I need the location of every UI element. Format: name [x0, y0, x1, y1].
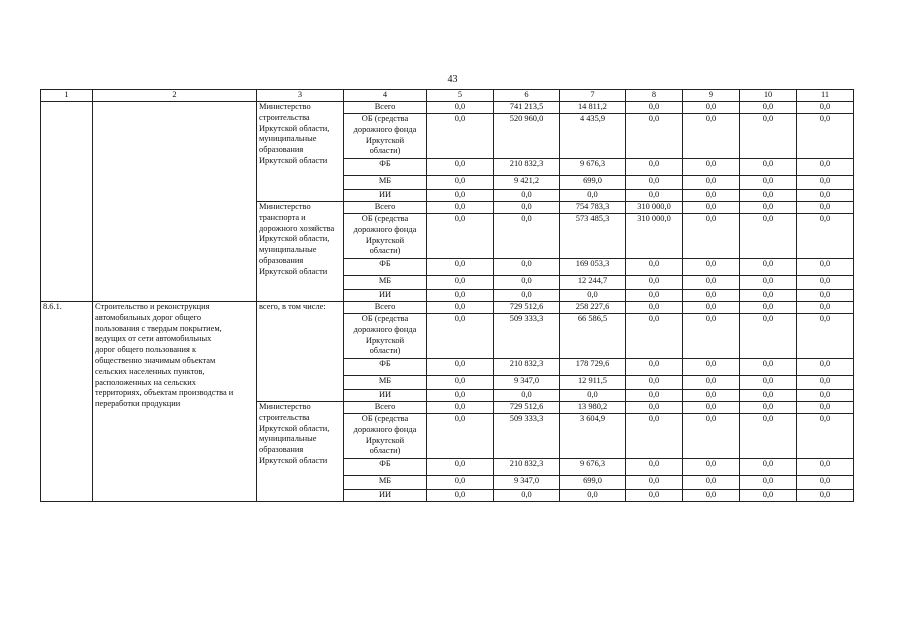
value-cell: 0,0: [683, 114, 740, 159]
funding-source-cell: ФБ: [344, 159, 427, 176]
value-cell: 210 832,3: [494, 359, 560, 376]
value-cell: 0,0: [683, 190, 740, 202]
value-cell: 0,0: [740, 114, 797, 159]
value-cell: 0,0: [494, 276, 560, 290]
value-cell: 0,0: [797, 290, 854, 302]
value-cell: 0,0: [797, 259, 854, 276]
value-cell: 0,0: [560, 490, 626, 502]
value-cell: 258 227,6: [560, 302, 626, 314]
value-cell: 210 832,3: [494, 459, 560, 476]
value-cell: 0,0: [427, 314, 494, 359]
value-cell: 0,0: [427, 176, 494, 190]
value-cell: 0,0: [626, 314, 683, 359]
value-cell: 0,0: [797, 276, 854, 290]
value-cell: 0,0: [797, 159, 854, 176]
value-cell: 0,0: [626, 259, 683, 276]
section-name: Строительство и реконструкция автомобильных дорог общего пользования с твердым покрытием, ведущих от сети автомобильных дорог общего пользования к общественно значимым объектам сельских населенных пунктов, расположенных на сельских территориях, объектам производства и переработки продукции: [93, 302, 257, 502]
value-cell: 0,0: [427, 259, 494, 276]
value-cell: 0,0: [740, 476, 797, 490]
value-cell: 729 512,6: [494, 302, 560, 314]
value-cell: 0,0: [740, 290, 797, 302]
value-cell: 0,0: [560, 190, 626, 202]
value-cell: 0,0: [560, 290, 626, 302]
funding-source-cell: Всего: [344, 402, 427, 414]
value-cell: 0,0: [797, 314, 854, 359]
value-cell: 0,0: [740, 202, 797, 214]
value-cell: 9 347,0: [494, 376, 560, 390]
value-cell: 0,0: [494, 190, 560, 202]
funding-source-cell: ОБ (средства дорожного фонда Иркутской области): [344, 314, 427, 359]
value-cell: 0,0: [626, 276, 683, 290]
header-cell-4: 4: [344, 90, 427, 102]
value-cell: 0,0: [797, 359, 854, 376]
value-cell: 13 980,2: [560, 402, 626, 414]
value-cell: 0,0: [797, 176, 854, 190]
value-cell: 0,0: [740, 459, 797, 476]
value-cell: 0,0: [626, 114, 683, 159]
value-cell: 0,0: [626, 102, 683, 114]
value-cell: 0,0: [740, 102, 797, 114]
value-cell: 9 421,2: [494, 176, 560, 190]
funding-source-cell: Всего: [344, 102, 427, 114]
value-cell: 0,0: [797, 476, 854, 490]
value-cell: 0,0: [683, 314, 740, 359]
value-cell: 0,0: [683, 159, 740, 176]
table-body: [41, 90, 854, 502]
value-cell: 0,0: [626, 376, 683, 390]
value-cell: 0,0: [683, 259, 740, 276]
value-cell: 0,0: [494, 490, 560, 502]
funding-source-cell: ИИ: [344, 190, 427, 202]
value-cell: 0,0: [797, 490, 854, 502]
value-cell: 0,0: [626, 490, 683, 502]
executor-cell: всего, в том числе:: [257, 302, 344, 402]
value-cell: 0,0: [626, 159, 683, 176]
funding-source-cell: Всего: [344, 202, 427, 214]
value-cell: 509 333,3: [494, 414, 560, 459]
value-cell: 0,0: [683, 202, 740, 214]
value-cell: 0,0: [427, 214, 494, 259]
value-cell: 0,0: [427, 276, 494, 290]
value-cell: 9 676,3: [560, 159, 626, 176]
executor-cell: Министерство транспорта и дорожного хозяйства Иркутской области, муниципальные образования Иркутской области: [257, 202, 344, 302]
value-cell: 573 485,3: [560, 214, 626, 259]
value-cell: 0,0: [427, 390, 494, 402]
funding-source-cell: ИИ: [344, 290, 427, 302]
value-cell: 0,0: [797, 376, 854, 390]
value-cell: 0,0: [626, 359, 683, 376]
value-cell: 210 832,3: [494, 159, 560, 176]
value-cell: 0,0: [626, 302, 683, 314]
value-cell: 0,0: [626, 414, 683, 459]
header-row: [41, 90, 854, 102]
value-cell: 0,0: [740, 190, 797, 202]
value-cell: 169 053,3: [560, 259, 626, 276]
value-cell: 0,0: [626, 476, 683, 490]
value-cell: 0,0: [683, 459, 740, 476]
value-cell: 0,0: [740, 302, 797, 314]
value-cell: 4 435,9: [560, 114, 626, 159]
value-cell: 0,0: [740, 414, 797, 459]
value-cell: 0,0: [427, 190, 494, 202]
value-cell: 0,0: [626, 459, 683, 476]
header-cell-9: 9: [683, 90, 740, 102]
value-cell: 310 000,0: [626, 202, 683, 214]
value-cell: 0,0: [683, 476, 740, 490]
value-cell: 0,0: [427, 159, 494, 176]
value-cell: 0,0: [494, 390, 560, 402]
value-cell: 0,0: [626, 402, 683, 414]
value-cell: 0,0: [494, 290, 560, 302]
funding-source-cell: ФБ: [344, 259, 427, 276]
header-cell-11: 11: [797, 90, 854, 102]
value-cell: 0,0: [427, 290, 494, 302]
section-number: [41, 102, 93, 302]
funding-source-cell: МБ: [344, 476, 427, 490]
value-cell: 0,0: [427, 490, 494, 502]
value-cell: 0,0: [683, 390, 740, 402]
section-name: [93, 102, 257, 302]
value-cell: 310 000,0: [626, 214, 683, 259]
value-cell: 0,0: [427, 402, 494, 414]
value-cell: 0,0: [797, 390, 854, 402]
header-cell-8: 8: [626, 90, 683, 102]
header-cell-7: 7: [560, 90, 626, 102]
value-cell: 741 213,5: [494, 102, 560, 114]
value-cell: 0,0: [740, 390, 797, 402]
value-cell: 0,0: [740, 276, 797, 290]
value-cell: 0,0: [494, 214, 560, 259]
value-cell: 9 347,0: [494, 476, 560, 490]
value-cell: 0,0: [740, 176, 797, 190]
value-cell: 0,0: [626, 176, 683, 190]
value-cell: 0,0: [683, 490, 740, 502]
value-cell: 0,0: [797, 202, 854, 214]
value-cell: 0,0: [740, 259, 797, 276]
funding-source-cell: ОБ (средства дорожного фонда Иркутской области): [344, 114, 427, 159]
value-cell: 3 604,9: [560, 414, 626, 459]
value-cell: 0,0: [626, 390, 683, 402]
header-cell-10: 10: [740, 90, 797, 102]
value-cell: 0,0: [626, 190, 683, 202]
value-cell: 0,0: [740, 314, 797, 359]
value-cell: 0,0: [740, 402, 797, 414]
value-cell: 0,0: [427, 476, 494, 490]
section-number: 8.6.1.: [41, 302, 93, 502]
value-cell: 0,0: [683, 176, 740, 190]
funding-source-cell: МБ: [344, 376, 427, 390]
value-cell: 0,0: [740, 159, 797, 176]
value-cell: 0,0: [683, 214, 740, 259]
value-cell: 0,0: [494, 202, 560, 214]
value-cell: 0,0: [797, 402, 854, 414]
header-cell-1: 1: [41, 90, 93, 102]
value-cell: 0,0: [427, 459, 494, 476]
value-cell: 0,0: [427, 359, 494, 376]
funding-source-cell: ОБ (средства дорожного фонда Иркутской области): [344, 214, 427, 259]
value-cell: 509 333,3: [494, 314, 560, 359]
value-cell: 0,0: [797, 302, 854, 314]
value-cell: 0,0: [740, 214, 797, 259]
executor-cell: Министерство строительства Иркутской области, муниципальные образования Иркутской области: [257, 102, 344, 202]
funding-source-cell: ОБ (средства дорожного фонда Иркутской области): [344, 414, 427, 459]
header-cell-6: 6: [494, 90, 560, 102]
funding-source-cell: МБ: [344, 176, 427, 190]
value-cell: 12 911,5: [560, 376, 626, 390]
value-cell: 0,0: [683, 302, 740, 314]
value-cell: 520 960,0: [494, 114, 560, 159]
value-cell: 0,0: [427, 376, 494, 390]
funding-source-cell: Всего: [344, 302, 427, 314]
table-row: [41, 102, 854, 114]
value-cell: 66 586,5: [560, 314, 626, 359]
value-cell: 0,0: [740, 359, 797, 376]
funding-source-cell: ФБ: [344, 359, 427, 376]
value-cell: 0,0: [626, 290, 683, 302]
value-cell: 0,0: [797, 214, 854, 259]
value-cell: 0,0: [797, 114, 854, 159]
executor-cell: Министерство строительства Иркутской области, муниципальные образования Иркутской области: [257, 402, 344, 502]
value-cell: 0,0: [427, 414, 494, 459]
value-cell: 0,0: [797, 190, 854, 202]
budget-table: [40, 89, 854, 502]
value-cell: 0,0: [427, 302, 494, 314]
value-cell: 0,0: [740, 490, 797, 502]
value-cell: 0,0: [683, 359, 740, 376]
value-cell: 729 512,6: [494, 402, 560, 414]
value-cell: 0,0: [427, 114, 494, 159]
header-cell-2: 2: [93, 90, 257, 102]
value-cell: 0,0: [683, 102, 740, 114]
value-cell: 178 729,6: [560, 359, 626, 376]
value-cell: 0,0: [683, 290, 740, 302]
value-cell: 0,0: [427, 102, 494, 114]
value-cell: 0,0: [683, 402, 740, 414]
value-cell: 0,0: [683, 276, 740, 290]
value-cell: 0,0: [560, 390, 626, 402]
value-cell: 14 811,2: [560, 102, 626, 114]
value-cell: 0,0: [683, 376, 740, 390]
header-cell-3: 3: [257, 90, 344, 102]
page-number: 43: [447, 74, 458, 85]
value-cell: 754 783,3: [560, 202, 626, 214]
value-cell: 699,0: [560, 176, 626, 190]
header-cell-5: 5: [427, 90, 494, 102]
value-cell: 0,0: [797, 414, 854, 459]
value-cell: 0,0: [797, 102, 854, 114]
funding-source-cell: ФБ: [344, 459, 427, 476]
funding-source-cell: ИИ: [344, 390, 427, 402]
value-cell: 9 676,3: [560, 459, 626, 476]
value-cell: 0,0: [427, 202, 494, 214]
value-cell: 699,0: [560, 476, 626, 490]
value-cell: 12 244,7: [560, 276, 626, 290]
funding-source-cell: МБ: [344, 276, 427, 290]
value-cell: 0,0: [494, 259, 560, 276]
funding-source-cell: ИИ: [344, 490, 427, 502]
value-cell: 0,0: [797, 459, 854, 476]
value-cell: 0,0: [683, 414, 740, 459]
table-row: [41, 302, 854, 314]
value-cell: 0,0: [740, 376, 797, 390]
